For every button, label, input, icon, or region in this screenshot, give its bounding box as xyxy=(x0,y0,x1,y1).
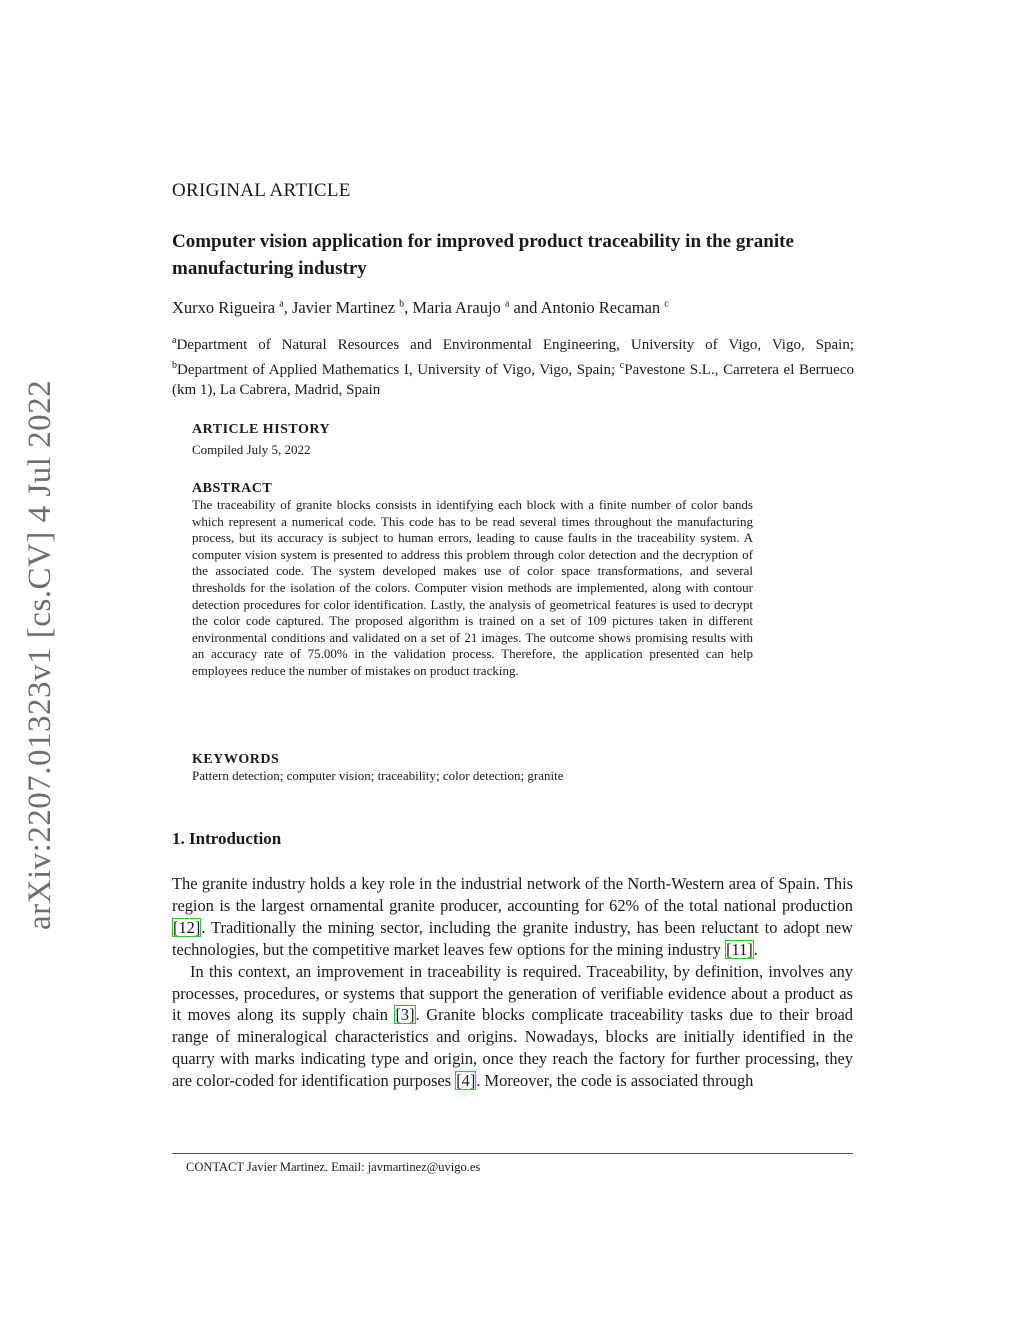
abstract-text: The traceability of granite blocks consists in identifying each block with a finite number of color bands which represent a numerical code. This code has to be read several times throughout the manufacturing process, but its accuracy is subject to human errors, leading to cause faults in the traceability system. A computer vision system is presented to address this problem through color detection and the decryption of the associated code. The system developed makes use of color space transformations, and several thresholds for the isolation of the colors. Computer vision methods are implemented, along with contour detection procedures for color identification. Lastly, the analysis of geometrical features is used to decrypt the color code captured. The proposed algorithm is trained on a set of 109 pictures taken in different environmental conditions and validated on a set of 21 images. The outcome shows promising results with an accuracy rate of 75.00% in the validation process. Therefore, the application presented can help employees reduce the number of mistakes on product tracking. xyxy=(192,497,753,678)
author-separator: , xyxy=(283,298,292,317)
affiliation-text: Department of Applied Mathematics I, University of Vigo, Vigo, Spain; xyxy=(177,361,620,378)
section-heading-introduction: 1. Introduction xyxy=(172,829,282,848)
paper-title: Computer vision application for improved product traceability in the granite manufacturing industry xyxy=(172,231,794,279)
author-affiliation-mark: b xyxy=(399,298,405,310)
introduction-body xyxy=(172,873,853,1092)
citation-link[interactable]: [4] xyxy=(456,1071,476,1091)
abstract-heading: ABSTRACT xyxy=(192,481,273,496)
citation-link[interactable]: [12] xyxy=(173,917,201,937)
affiliation-text: Department of Natural Resources and Environmental Engineering, University of Vigo, Vigo, Spain; xyxy=(176,337,854,353)
article-history xyxy=(192,421,752,459)
author-name: Xurxo Rigueira xyxy=(172,298,276,317)
author-name: Antonio Recaman xyxy=(540,298,661,317)
citation-link[interactable]: [11] xyxy=(726,939,753,959)
compiled-date: Compiled July 5, 2022 xyxy=(192,442,311,457)
paragraph-text: . Traditionally the mining sector, including the granite industry, has been reluctant to adopt new technologies, but the competitive market leaves few options for the mining industry xyxy=(172,917,853,959)
paragraph xyxy=(172,961,853,1092)
paragraph xyxy=(172,873,853,961)
affiliation-mark: b xyxy=(172,359,177,371)
keywords-text: Pattern detection; computer vision; traceability; color detection; granite xyxy=(192,768,564,783)
contact-footnote: CONTACT Javier Martinez. Email: javmartinez@uvigo.es xyxy=(186,1160,481,1174)
keywords-section xyxy=(192,751,753,785)
paragraph-text: In this context, an improvement in traceability is required. Traceability, by definition, involves any processes, procedures, or systems that support the generation of verifiable evidence about a product as it moves along its supply chain xyxy=(172,961,853,1025)
author-name: Javier Martinez xyxy=(291,298,396,317)
article-history-heading: ARTICLE HISTORY xyxy=(192,422,331,437)
author-separator: , xyxy=(404,298,413,317)
footnote-divider xyxy=(172,1153,853,1154)
author-affiliation-mark: c xyxy=(664,298,669,310)
keywords-heading: KEYWORDS xyxy=(192,752,280,767)
affiliation-mark: c xyxy=(619,359,625,371)
affiliation-mark: a xyxy=(172,335,177,346)
abstract-section xyxy=(192,480,753,680)
author-list xyxy=(172,298,862,318)
author-name: Maria Araujo xyxy=(412,298,501,317)
paragraph-text: . Granite blocks complicate traceability tasks due to their broad range of mineralogical characteristics and origins. Nowadays, blocks are initially identified in the quarry with marks indicating type and origin, once they reach the factory for further processing, they are color-coded for identification purposes xyxy=(172,1005,853,1091)
author-affiliation-mark: a xyxy=(279,298,284,310)
paragraph-text: . Moreover, the code is associated through xyxy=(476,1071,754,1091)
citation-link[interactable]: [3] xyxy=(395,1005,415,1025)
affiliation-text: Pavestone S.L., Carretera el Berrueco (km 1), La Cabrera, Madrid, Spain xyxy=(172,361,854,398)
affiliations xyxy=(172,331,854,401)
arxiv-identifier: arXiv:2207.01323v1 [cs.CV] 4 Jul 2022 xyxy=(22,379,58,930)
paragraph-text: . xyxy=(753,939,758,959)
author-affiliation-mark: a xyxy=(504,298,510,310)
paragraph-text: The granite industry holds a key role in the industrial network of the North-Western area of Spain. This region is the largest ornamental granite producer, accounting for 62% of the total national production xyxy=(172,874,853,915)
author-separator: and xyxy=(509,298,541,317)
article-type: ORIGINAL ARTICLE xyxy=(172,180,351,201)
